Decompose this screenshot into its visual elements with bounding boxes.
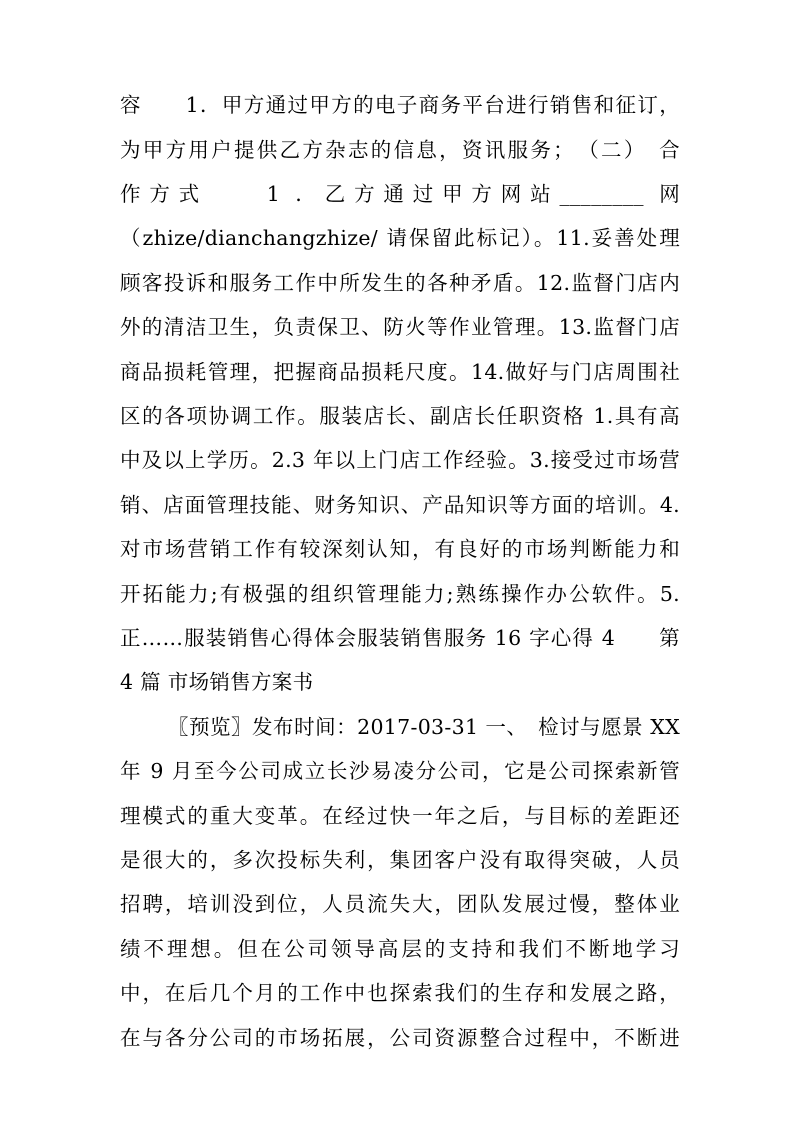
text-line: 中及以上学历。2.3 年以上门店工作经验。3.接受过市场营 (120, 448, 680, 472)
text-line: 〖预览〗发布时间：2017-03-31 一、 检讨与愿景 XX (168, 715, 680, 739)
section-heading: 4 篇 市场销售方案书 (120, 670, 314, 694)
text-line: 作方式 1 ．乙方通过甲方网站________ 网 (120, 182, 680, 206)
text-line: 正……服装销售心得体会服装销售服务 16 字心得 4 第 (120, 626, 680, 650)
text-line: 是很大的，多次投标失利，集团客户没有取得突破，人员 (120, 848, 680, 872)
text-line: 外的清洁卫生，负责保卫、防火等作业管理。13.监督门店 (120, 315, 680, 339)
text-line: 销、店面管理技能、财务知识、产品知识等方面的培训。4. (120, 493, 680, 517)
text-line: 顾客投诉和服务工作中所发生的各种矛盾。12.监督门店内 (120, 271, 680, 295)
text-line: 中，在后几个月的工作中也探索我们的生存和发展之路， (120, 981, 680, 1005)
text-line: 区的各项协调工作。服装店长、副店长任职资格 1.具有高 (120, 404, 680, 428)
text-line: 理模式的重大变革。在经过快一年之后，与目标的差距还 (120, 804, 680, 828)
text-line: 绩不理想。但在公司领导高层的支持和我们不断地学习 (120, 937, 680, 961)
text-line: 商品损耗管理，把握商品损耗尺度。14.做好与门店周围社 (120, 360, 680, 384)
text-line: 招聘，培训没到位，人员流失大，团队发展过慢，整体业 (120, 892, 680, 916)
text-line: 在与各分公司的市场拓展，公司资源整合过程中，不断进 (120, 1026, 680, 1050)
text-line: 年 9 月至今公司成立长沙易凌分公司，它是公司探索新管 (120, 759, 680, 783)
text-line: 对市场营销工作有较深刻认知，有良好的市场判断能力和 (120, 537, 680, 561)
text-line: （zhize/dianchangzhize/ 请保留此标记）。11.妥善处理 (120, 226, 680, 250)
text-line: 开拓能力;有极强的组织管理能力;熟练操作办公软件。5. (120, 582, 680, 606)
text-line: 容 1．甲方通过甲方的电子商务平台进行销售和征订， (120, 93, 680, 117)
text-line: 为甲方用户提供乙方杂志的信息，资讯服务； （二） 合 (120, 138, 680, 162)
